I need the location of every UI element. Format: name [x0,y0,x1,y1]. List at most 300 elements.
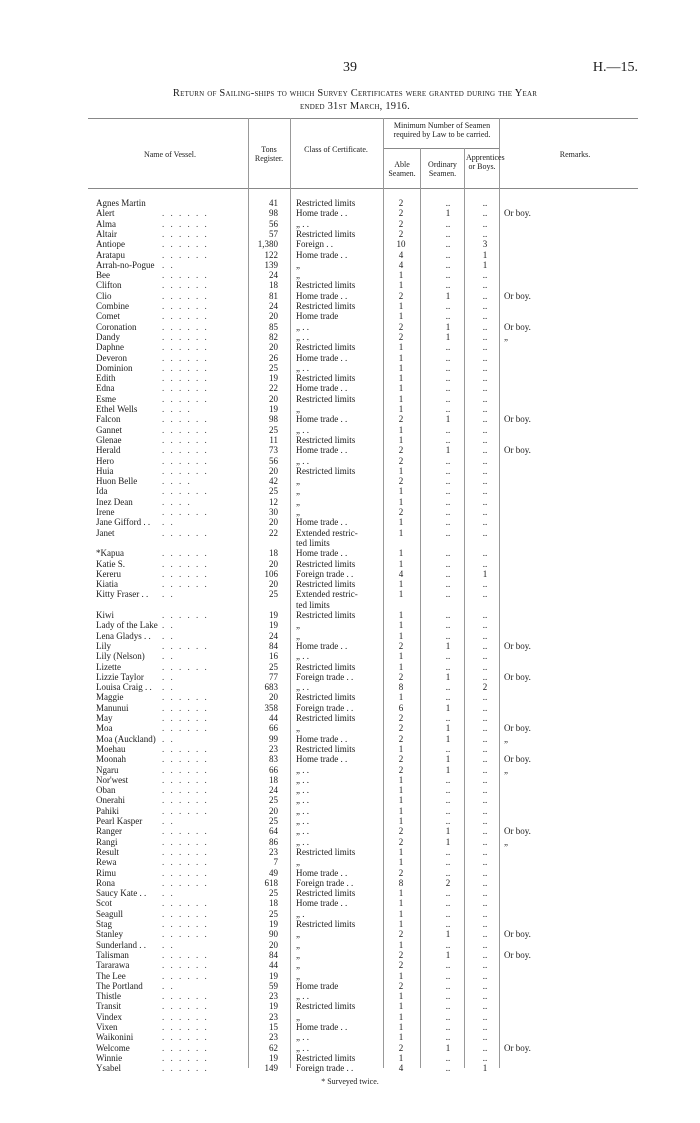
tons-register: 77 [269,671,278,682]
leader-dots: . . . . . . [162,445,209,456]
tons-register: 66 [269,764,278,775]
table-row [0,569,700,579]
certificate-class: „ . . [296,218,309,229]
remarks: Or boy. [504,445,531,456]
certificate-class: Restricted limits [296,342,356,353]
leader-dots: . . . . . . [162,383,209,394]
vessel-name: Thistle [96,991,121,1002]
certificate-class: Home trade . . [296,445,348,456]
vessel-name: Huia [96,465,114,476]
ordinary-seamen: .. [445,774,451,785]
leader-dots: . . . . . . [162,991,209,1002]
able-seamen: 1 [398,774,404,785]
able-seamen: 1 [398,393,404,404]
certificate-class: „ . . [296,795,309,806]
tons-register: 73 [269,445,278,456]
table-row [0,744,700,754]
vessel-name: Deveron [96,352,127,363]
apprentices: .. [482,434,488,445]
apprentices: .. [482,517,488,528]
ordinary-seamen: .. [445,651,451,662]
able-seamen: 4 [398,1063,404,1074]
able-seamen: 1 [398,919,404,929]
tons-register: 98 [269,414,278,425]
tons-register: 19 [269,610,278,620]
apprentices: .. [482,620,488,631]
certificate-class: Home trade . . [296,383,348,394]
apprentices: .. [482,228,488,239]
table-row [0,280,700,290]
certificate-class: Home trade . . [296,208,348,219]
apprentices: .. [482,362,488,373]
ordinary-seamen: 1 [445,949,451,960]
vessel-name: Clio [96,290,112,301]
vessel-name: Tararawa [96,960,130,971]
vessel-name: Aratapu [96,249,125,260]
leader-dots: . . . . . . [162,393,209,404]
leader-dots: . . . . . . [162,455,209,466]
table-row [0,353,700,363]
leader-dots: . . . . . . [162,836,209,847]
able-seamen: 2 [398,218,404,229]
ordinary-seamen: .. [445,908,451,919]
ordinary-seamen: .. [445,857,451,868]
leader-dots: . . . . . . [162,311,209,322]
tons-register: 84 [269,949,278,960]
ordinary-seamen: .. [445,342,451,353]
ordinary-seamen: .. [445,393,451,404]
ordinary-seamen: .. [445,476,451,487]
certificate-class: „ [296,949,300,960]
certificate-class: „ [296,270,300,281]
able-seamen: 1 [398,352,404,363]
vessel-name: Combine [96,301,129,311]
ordinary-seamen: 1 [445,929,451,940]
able-seamen: 1 [398,630,404,641]
leader-dots: . . . . . . [162,713,209,723]
able-seamen: 1 [398,383,404,394]
able-seamen: 8 [398,682,404,693]
remarks: „ [504,764,508,775]
table-row [0,486,700,496]
certificate-class: „ . . [296,805,309,816]
leader-dots: . . . . . . [162,373,209,384]
ordinary-seamen: .. [445,816,451,826]
header-minimum-seamen: Minimum Number of Seamen required by Law to be carried. [393,121,491,139]
ordinary-seamen: .. [445,424,451,435]
apprentices: .. [482,208,488,219]
vessel-name: Ngaru [96,764,119,775]
vessel-name: Altair [96,228,117,239]
certificate-class: Restricted limits [296,1001,356,1012]
vessel-name: Herald [96,445,121,456]
ordinary-seamen: 1 [445,723,451,734]
apprentices: .. [482,980,488,991]
tons-register: 83 [269,754,278,765]
able-seamen: 1 [398,661,404,672]
vessel-name: Bee [96,270,110,281]
certificate-class: „ . . [296,785,309,796]
leader-dots: . . . . . . [162,723,209,734]
table-row [0,414,700,424]
apprentices: .. [482,301,488,311]
table-row [0,548,700,558]
ordinary-seamen: 1 [445,754,451,765]
apprentices: .. [482,507,488,517]
vessel-name: Ysabel [96,1063,121,1074]
leader-dots: . . . . . . [162,795,209,806]
vessel-name: Rimu [96,867,117,878]
vessel-name: Coronation [96,321,137,332]
table-row [0,332,700,342]
table-row [0,971,700,981]
ordinary-seamen: .. [445,558,451,569]
tons-register: 12 [269,496,278,507]
vessel-name: Ranger [96,826,122,837]
apprentices: .. [482,898,488,909]
certificate-class: Home trade . . [296,517,348,528]
ordinary-seamen: .. [445,713,451,723]
certificate-class: „ . . [296,764,309,775]
vessel-name: Pearl Kasper [96,816,143,826]
certificate-class: ted limits [296,599,330,610]
certificate-class: „ . . [296,651,309,662]
ordinary-seamen: .. [445,1032,451,1043]
remarks: Or boy. [504,321,531,332]
able-seamen: 2 [398,929,404,940]
table-row [0,651,700,661]
tons-register: 25 [269,816,278,826]
certificate-class: Home trade . . [296,352,348,363]
tons-register: 19 [269,970,278,981]
table-row [0,620,700,630]
able-seamen: 2 [398,836,404,847]
certificate-class: „ [296,939,300,950]
vessel-name: Lady of the Lake [96,620,158,631]
apprentices: .. [482,445,488,456]
tons-register: 49 [269,867,278,878]
remarks: Or boy. [504,414,531,425]
header-able: Able Seamen. [388,160,416,178]
apprentices: .. [482,723,488,734]
header-ordinary: Ordinary Seamen. [428,160,457,178]
leader-dots: . . . . . . [162,486,209,497]
ordinary-seamen: 2 [445,877,451,888]
able-seamen: 1 [398,465,404,476]
apprentices: .. [482,888,488,899]
apprentices: 1 [482,249,488,260]
apprentices: .. [482,589,488,600]
table-row [0,1032,700,1042]
table-row [0,692,700,702]
leader-dots: . . . . . . [162,1042,209,1053]
leader-dots: . . . . . . [162,919,209,929]
ordinary-seamen: .. [445,383,451,394]
able-seamen: 1 [398,486,404,497]
leader-dots: . . . . . . [162,692,209,703]
able-seamen: 1 [398,1052,404,1063]
vessel-name: Alert [96,208,115,219]
apprentices: .. [482,764,488,775]
vessel-name: Seagull [96,908,123,919]
leader-dots: . . . . . . [162,465,209,476]
table-row [0,816,700,826]
table-row [0,528,700,538]
table-row [0,868,700,878]
certificate-class: Restricted limits [296,465,356,476]
table-row [0,723,700,733]
apprentices: .. [482,342,488,353]
tons-register: 106 [264,568,278,579]
table-row [0,806,700,816]
leader-dots: . . . . . . [162,743,209,754]
table-row [0,991,700,1001]
ordinary-seamen: .. [445,496,451,507]
certificate-class: „ . . [296,1042,309,1053]
able-seamen: 2 [398,414,404,425]
remarks: Or boy. [504,949,531,960]
ordinary-seamen: 1 [445,331,451,342]
able-seamen: 1 [398,434,404,445]
ordinary-seamen: 1 [445,836,451,847]
apprentices: .. [482,754,488,765]
vessel-name: Dominion [96,362,133,373]
vessel-name: Talisman [96,949,129,960]
leader-dots: . . . . . . [162,764,209,775]
ordinary-seamen: .. [445,280,451,291]
vessel-name: Onerahi [96,795,125,806]
certificate-class: Home trade . . [296,867,348,878]
certificate-class: „ . . [296,362,309,373]
able-seamen: 2 [398,1042,404,1053]
able-seamen: 2 [398,713,404,723]
leader-dots: . . . . . . [162,228,209,239]
table-row [0,311,700,321]
leader-dots: . . . . . . [162,661,209,672]
col-divider-seamen [383,118,384,188]
leader-dots: . . . . . . [162,434,209,445]
remarks: Or boy. [504,1042,531,1053]
able-seamen: 1 [398,795,404,806]
ordinary-seamen: .. [445,805,451,816]
certificate-class: Restricted limits [296,743,356,754]
tons-register: 23 [269,846,278,857]
able-seamen: 1 [398,857,404,868]
able-seamen: 2 [398,764,404,775]
certificate-class: Extended restric- [296,527,358,538]
table-row [0,929,700,939]
able-seamen: 6 [398,702,404,713]
table-row [0,703,700,713]
table-row [0,466,700,476]
certificate-class: Foreign trade . . [296,702,354,713]
ordinary-seamen: 1 [445,321,451,332]
vessel-name: Lily [96,640,111,651]
leader-dots: . . . . . . [162,321,209,332]
table-row [0,682,700,692]
able-seamen: 1 [398,991,404,1002]
table-row [0,425,700,435]
vessel-name: Ethel Wells [96,404,138,414]
leader-dots: . . . . . . [162,898,209,909]
certificate-class: Restricted limits [296,280,356,291]
tons-register: 24 [269,785,278,796]
ordinary-seamen: .. [445,434,451,445]
vessel-name: Daphne [96,342,124,353]
leader-dots: . . . . . . [162,548,209,559]
ordinary-seamen: 1 [445,702,451,713]
apprentices: .. [482,393,488,404]
able-seamen: 8 [398,877,404,888]
certificate-class: „ . . [296,331,309,342]
footnote: * Surveyed twice. [321,1077,379,1086]
certificate-class: Home trade [296,980,339,991]
apprentices: .. [482,836,488,847]
tons-register: 23 [269,743,278,754]
ordinary-seamen: .. [445,239,451,250]
tons-register: 19 [269,373,278,384]
vessel-name: Rewa [96,857,117,868]
tons-register: 24 [269,270,278,281]
vessel-name: Moa [96,723,113,734]
tons-register: 26 [269,352,278,363]
table-row [0,1022,700,1032]
leader-dots: . . [162,630,175,641]
certificate-class: Foreign trade . . [296,877,354,888]
apprentices: .. [482,785,488,796]
certificate-class: Home trade . . [296,249,348,260]
tons-register: 20 [269,342,278,353]
vessel-name: Ida [96,486,108,497]
header-tons: Tons Register. [254,145,284,163]
col-divider-tons [248,118,249,188]
able-seamen: 2 [398,198,404,208]
table-row [0,837,700,847]
tons-register: 20 [269,517,278,528]
certificate-class: „ . . [296,991,309,1002]
able-seamen: 1 [398,1032,404,1043]
certificate-class: Restricted limits [296,393,356,404]
leader-dots: . . [162,816,175,826]
title-line-1: Return of Sailing-ships to which Survey Certificates were granted during the Year [172,88,538,99]
apprentices: .. [482,218,488,229]
tons-register: 98 [269,208,278,219]
certificate-class: „ . . [296,816,309,826]
able-seamen: 4 [398,259,404,270]
apprentices: .. [482,610,488,620]
ordinary-seamen: .. [445,610,451,620]
apprentices: .. [482,579,488,590]
ordinary-seamen: .. [445,630,451,641]
ordinary-seamen: .. [445,249,451,260]
apprentices: .. [482,733,488,744]
certificate-class: Restricted limits [296,198,356,208]
ordinary-seamen: .. [445,373,451,384]
remarks: Or boy. [504,754,531,765]
vessel-name: Jane Gifford . . [96,517,151,528]
apprentices: .. [482,280,488,291]
header-bottom-rule [88,188,638,189]
vessel-name: Falcon [96,414,121,425]
apprentices: .. [482,1032,488,1043]
apprentices: .. [482,970,488,981]
able-seamen: 1 [398,301,404,311]
vessel-name: Manunui [96,702,129,713]
ordinary-seamen: .. [445,795,451,806]
certificate-class: Home trade . . [296,414,348,425]
tons-register: 18 [269,280,278,291]
apprentices: .. [482,1022,488,1032]
able-seamen: 2 [398,867,404,878]
able-seamen: 1 [398,517,404,528]
certificate-class: „ . . [296,682,309,693]
able-seamen: 2 [398,640,404,651]
ordinary-seamen: .. [445,404,451,414]
able-seamen: 1 [398,898,404,909]
able-seamen: 1 [398,1001,404,1012]
tons-register: 20 [269,939,278,950]
certificate-class: „ [296,507,300,517]
ordinary-seamen: 1 [445,826,451,837]
leader-dots: . . [162,980,175,991]
apprentices: .. [482,960,488,971]
ordinary-seamen: .. [445,507,451,517]
remarks: Or boy. [504,640,531,651]
certificate-class: Foreign trade . . [296,1063,354,1074]
vessel-name: Welcome [96,1042,130,1053]
table-row [0,1043,700,1053]
tons-register: 25 [269,888,278,899]
tons-register: 25 [269,661,278,672]
table-row [0,775,700,785]
certificate-class: Home trade . . [296,548,348,559]
ordinary-seamen: .. [445,888,451,899]
certificate-class: Restricted limits [296,301,356,311]
ordinary-seamen: 1 [445,208,451,219]
vessel-name: Dandy [96,331,120,342]
leader-dots: . . . . . . [162,867,209,878]
table-row [0,373,700,383]
tons-register: 23 [269,1032,278,1043]
table-row [0,589,700,599]
leader-dots: . . . . . . [162,579,209,590]
vessel-name: Irene [96,507,115,517]
able-seamen: 2 [398,208,404,219]
able-seamen: 1 [398,816,404,826]
vessel-name: Vixen [96,1022,118,1032]
leader-dots: . . . . . . [162,805,209,816]
vessel-name: Kiwi [96,610,114,620]
vessel-name: Gannet [96,424,122,435]
leader-dots: . . . . . . [162,208,209,219]
certificate-class: Home trade . . [296,898,348,909]
leader-dots: . . . . . . [162,1022,209,1032]
certificate-class: Restricted limits [296,434,356,445]
table-row [0,322,700,332]
apprentices: 3 [482,239,488,250]
remarks: Or boy. [504,290,531,301]
header-remarks: Remarks. [559,150,591,159]
certificate-class: „ [296,620,300,631]
tons-register: 57 [269,228,278,239]
apprentices: .. [482,919,488,929]
table-row [0,270,700,280]
header-name: Name of Vessel. [143,150,197,159]
apprentices: .. [482,713,488,723]
tons-register: 18 [269,898,278,909]
apprentices: .. [482,496,488,507]
certificate-class: „ . . [296,321,309,332]
